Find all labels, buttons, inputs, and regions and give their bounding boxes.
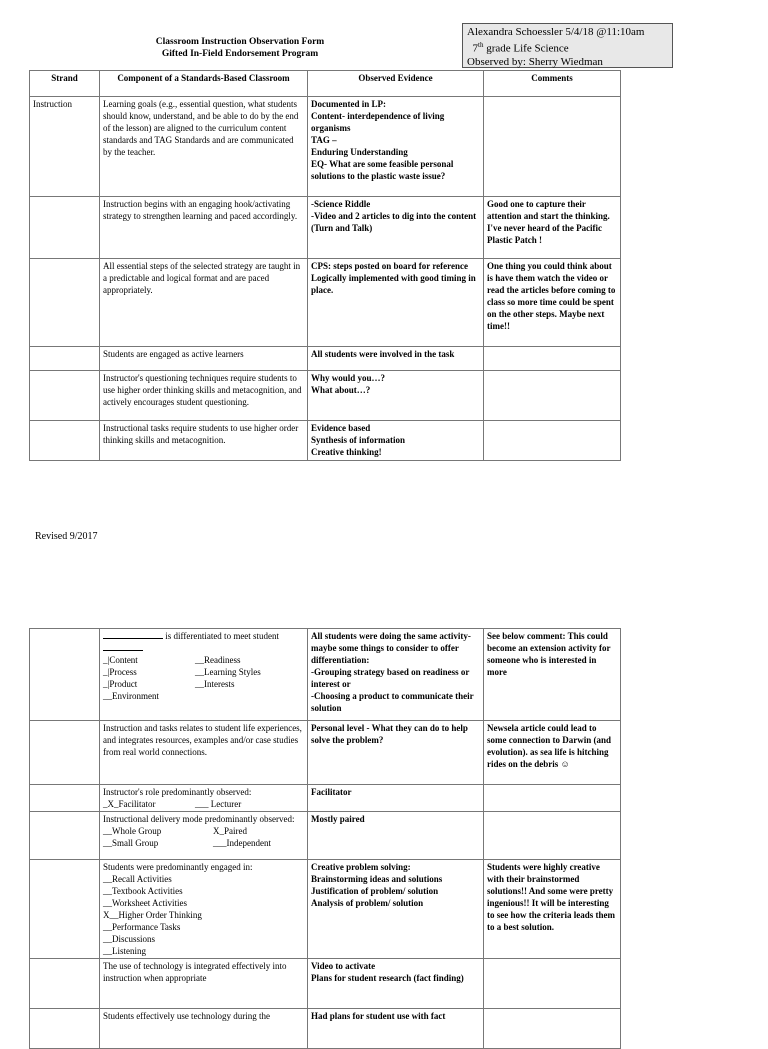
strand-cell: [30, 785, 100, 812]
evidence-cell: [308, 959, 484, 1009]
evidence-cell: [308, 812, 484, 860]
observation-table-page2: [29, 628, 621, 1049]
option-paired: X_Paired: [213, 826, 247, 836]
strand-cell: [30, 197, 100, 259]
option-recall: __Recall Activities: [103, 874, 172, 884]
observation-table-page1: [29, 70, 621, 461]
component-cell: [100, 785, 308, 812]
evidence-line: Logically implemented with good timing in place.: [311, 273, 476, 295]
fill-blank: [103, 630, 163, 639]
evidence-cell: [308, 347, 484, 371]
evidence-line: Personal level - What they can do to help solve the problem?: [311, 723, 468, 745]
evidence-cell: [308, 259, 484, 347]
evidence-line: CPS: steps posted on board for reference: [311, 261, 468, 271]
evidence-line: Synthesis of information: [311, 435, 406, 445]
form-title-line1: Classroom Instruction Observation Form: [155, 37, 325, 47]
evidence-cell: [308, 785, 484, 812]
evidence-line: Creative thinking!: [311, 447, 382, 457]
evidence-line: -Science Riddle: [311, 199, 371, 209]
evidence-line: Documented in LP:: [311, 99, 386, 109]
table-row: [30, 197, 621, 259]
evidence-line: -Choosing a product to communicate their solution: [311, 691, 474, 713]
option-independent: ___Independent: [213, 838, 271, 848]
option-performance: __Performance Tasks: [103, 922, 181, 932]
delivery-label: Instructional delivery mode predominantly observed:: [103, 814, 295, 824]
grade-subject: grade Life Science: [483, 42, 569, 55]
evidence-line: What about…?: [311, 385, 371, 395]
table-row: [30, 97, 621, 197]
comments-cell: [484, 812, 621, 860]
comment-line: See below comment: This could become an extension activity for someone who is interested in more: [487, 631, 611, 677]
component-cell: [100, 629, 308, 721]
comments-cell: [484, 421, 621, 461]
evidence-cell: [308, 721, 484, 785]
strand-cell: [30, 259, 100, 347]
table-row: [30, 812, 621, 860]
strand-cell: [30, 812, 100, 860]
evidence-line: All students were involved in the task: [311, 349, 455, 359]
header-evidence: Observed Evidence: [308, 71, 484, 97]
differentiation-text: is differentiated to meet student: [165, 631, 280, 641]
component-cell: [100, 860, 308, 959]
comments-cell: [484, 97, 621, 197]
evidence-line: TAG –: [311, 135, 337, 145]
comment-line: Newsela article could lead to some connection to Darwin (and evolution). as sea life is hitching rides on the debris ☺: [487, 723, 611, 769]
strand-cell: [30, 629, 100, 721]
evidence-cell: [308, 629, 484, 721]
form-title-line2: Gifted In-Field Endorsement Program: [161, 49, 319, 59]
header-component: Component of a Standards-Based Classroom: [100, 71, 308, 97]
role-label: Instructor's role predominantly observed:: [103, 787, 252, 797]
component-cell: Learning goals (e.g., essential question, what students should know, understand, and be able to do by the end of the lesson) are aligned to the curriculum content standards and TAG Standards and are communicated by the teacher.: [100, 97, 308, 197]
option-small-group: __Small Group: [103, 838, 159, 848]
evidence-line: Analysis of problem/ solution: [311, 898, 424, 908]
option-facilitator: _X_Facilitator: [103, 799, 156, 809]
evidence-line: Content- interdependence of living organisms: [311, 111, 445, 133]
option-product: Product: [109, 679, 138, 689]
evidence-line: Justification of problem/ solution: [311, 886, 439, 896]
evidence-cell: [308, 97, 484, 197]
option-whole-group: __Whole Group: [103, 826, 162, 836]
evidence-line: Creative problem solving:: [311, 862, 411, 872]
option-listening: __Listening: [103, 946, 146, 956]
component-cell: Students effectively use technology during the: [100, 1009, 308, 1049]
comments-cell: [484, 1009, 621, 1049]
engaged-label: Students were predominantly engaged in:: [103, 862, 253, 872]
evidence-cell: [308, 371, 484, 421]
component-cell: Instructor's questioning techniques require students to use higher order thinking skills and metacognition, and actively encourages student questioning.: [100, 371, 308, 421]
strand-cell: [30, 721, 100, 785]
evidence-line: Mostly paired: [311, 814, 365, 824]
strand-cell: [30, 371, 100, 421]
evidence-line: -Video and 2 articles to dig into the content (Turn and Talk): [311, 211, 477, 233]
comment-line: Students were highly creative with their brainstormed solutions!! And some were pretty ingenious!! It will be interesting to see how the criteria leads them to a best solution.: [487, 862, 615, 932]
strand-cell: [30, 421, 100, 461]
evidence-line: All students were doing the same activity- maybe some things to consider to offer differentiation:: [311, 631, 471, 665]
role-options: [103, 798, 304, 810]
component-cell: Instruction and tasks relates to student life experiences, and integrates resources, examples and/or case studies from real world connections.: [100, 721, 308, 785]
checklist-row: _|Process __Learning Styles: [103, 667, 261, 677]
comments-cell: [484, 860, 621, 959]
evidence-line: Had plans for student use with fact: [311, 1011, 446, 1021]
differentiation-lead: [103, 630, 304, 642]
option-process: Process: [109, 667, 137, 677]
comment-line: I've never heard of the Pacific Plastic Patch !: [487, 223, 603, 245]
comments-cell: [484, 785, 621, 812]
option-discussions: __Discussions: [103, 934, 156, 944]
evidence-cell: [308, 421, 484, 461]
comment-line: Good one to capture their attention and start the thinking.: [487, 199, 610, 221]
strand-cell: [30, 860, 100, 959]
grade-number: 7: [472, 42, 478, 55]
option-readiness: Readiness: [204, 655, 241, 665]
header-strand: Strand: [30, 71, 100, 97]
table-row: [30, 629, 621, 721]
comments-cell: [484, 629, 621, 721]
evidence-cell: [308, 860, 484, 959]
checklist-row: __Environment: [103, 691, 159, 701]
component-cell: Instruction begins with an engaging hook/activating strategy to strengthen learning and paced accordingly.: [100, 197, 308, 259]
grade-line: [467, 39, 668, 56]
fill-blank-line: [103, 642, 304, 654]
evidence-line: Facilitator: [311, 787, 352, 797]
grade-suffix: th: [478, 41, 484, 49]
option-interests: Interests: [204, 679, 235, 689]
table-row: [30, 959, 621, 1009]
checklist-row: _|Product __Interests: [103, 679, 235, 689]
form-title: [95, 36, 385, 60]
observation-info-box: [462, 23, 673, 68]
strand-cell: [30, 347, 100, 371]
comment-line: One thing you could think about is have them watch the video or read the articles before coming to class so more time could be spent on the other steps. Maybe next time!!: [487, 261, 616, 331]
evidence-cell: [308, 1009, 484, 1049]
table-row: [30, 785, 621, 812]
evidence-line: Brainstorming ideas and solutions: [311, 874, 443, 884]
evidence-line: Evidence based: [311, 423, 371, 433]
observer-line: Observed by: Sherry Wiedman: [467, 55, 603, 68]
table-row: [30, 259, 621, 347]
checklist-row: [103, 837, 304, 849]
option-environment: Environment: [112, 691, 159, 701]
strand-cell: [30, 1009, 100, 1049]
evidence-line: Why would you…?: [311, 373, 386, 383]
table-row: [30, 860, 621, 959]
table-row: [30, 721, 621, 785]
component-cell: Students are engaged as active learners: [100, 347, 308, 371]
evidence-cell: [308, 197, 484, 259]
component-cell: Instructional tasks require students to use higher order thinking skills and metacognition.: [100, 421, 308, 461]
option-worksheet: __Worksheet Activities: [103, 898, 188, 908]
component-cell: The use of technology is integrated effectively into instruction when appropriate: [100, 959, 308, 1009]
teacher-date-line: Alexandra Schoessler 5/4/18 @11:10am: [467, 26, 645, 38]
comments-cell: [484, 371, 621, 421]
table-row: [30, 1009, 621, 1049]
table-row: [30, 421, 621, 461]
evidence-line: -Grouping strategy based on readiness or interest or: [311, 667, 470, 689]
evidence-line: EQ- What are some feasible personal solutions to the plastic waste issue?: [311, 159, 454, 181]
option-textbook: __Textbook Activities: [103, 886, 183, 896]
option-lecturer: ___ Lecturer: [195, 799, 242, 809]
fill-blank: [103, 642, 143, 651]
option-learning-styles: Learning Styles: [204, 667, 261, 677]
checklist-row: [103, 825, 304, 837]
table-header-row: [30, 71, 621, 97]
option-higher-order: X__Higher Order Thinking: [103, 910, 202, 920]
evidence-line: Video to activate: [311, 961, 376, 971]
component-cell: [100, 812, 308, 860]
table-row: [30, 347, 621, 371]
option-content: Content: [109, 655, 138, 665]
evidence-line: Enduring Understanding: [311, 147, 408, 157]
strand-cell: [30, 959, 100, 1009]
revised-date: Revised 9/2017: [35, 531, 98, 542]
checklist-row: _|Content __Readiness: [103, 655, 241, 665]
strand-cell: Instruction: [30, 97, 100, 197]
comments-cell: [484, 959, 621, 1009]
comments-cell: [484, 347, 621, 371]
component-cell: All essential steps of the selected strategy are taught in a predictable and logical format and are paced appropriately.: [100, 259, 308, 347]
evidence-line: Plans for student research (fact finding): [311, 973, 464, 983]
comments-cell: [484, 259, 621, 347]
comments-cell: [484, 721, 621, 785]
table-row: [30, 371, 621, 421]
comments-cell: [484, 197, 621, 259]
header-comments: Comments: [484, 71, 621, 97]
